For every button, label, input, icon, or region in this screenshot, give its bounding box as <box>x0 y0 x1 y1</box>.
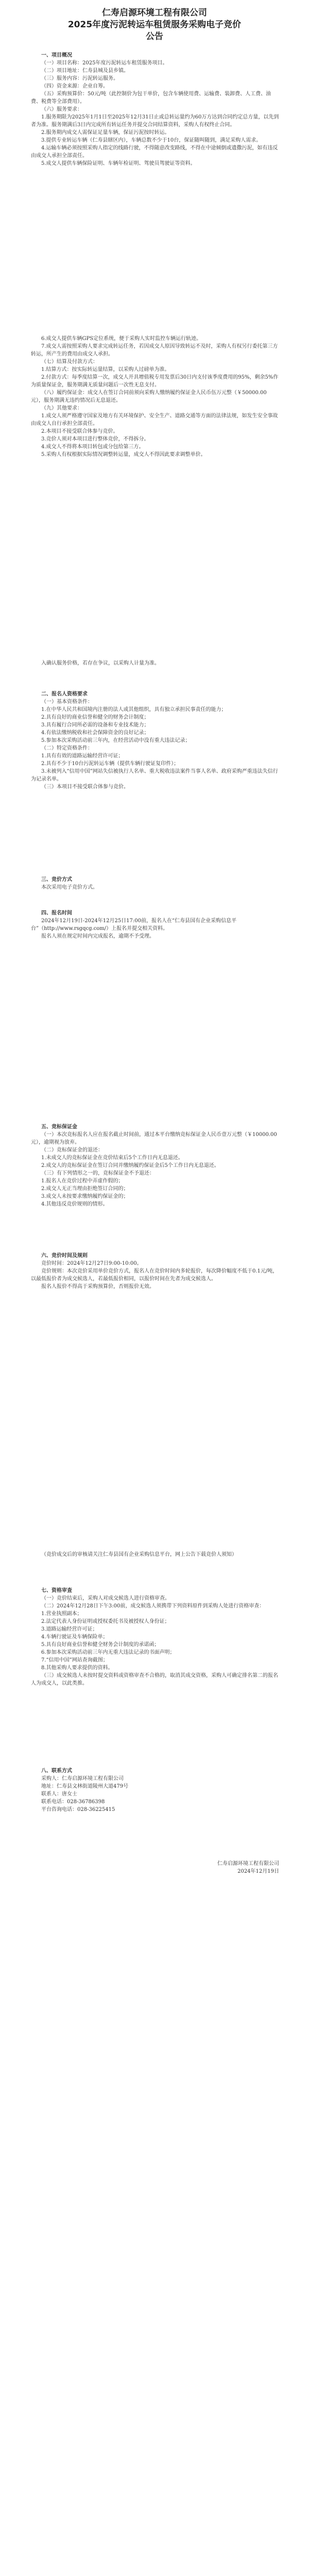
section-bidding-time <box>31 1252 279 1291</box>
section-heading: 三、竞价方式 <box>41 877 72 883</box>
text-line: （一）基本资格条件： <box>41 699 93 705</box>
section-project-overview-tail <box>31 659 279 667</box>
text-line: 3.提供专业转运车辆（仁寿县辖区内），车辆总数不少于10台，保证随叫随到，满足采购人需求。 <box>41 138 262 143</box>
text-line: 2.具有不少于10台污泥转运车辆（提供车辆行驶证复印件）； <box>41 761 179 767</box>
text-line: （二）竞标保证金的退还： <box>41 1147 103 1153</box>
text-line: 4.成交人不得将本项目转包或分包给第三方。 <box>41 444 144 450</box>
text-line: 平台咨询电话：028-36225415 <box>41 1807 115 1812</box>
header <box>0 7 309 43</box>
section-deposit <box>31 1123 279 1208</box>
text-line: （一）竞价结束后，采购人对成交候选人进行资格审查。 <box>41 1596 170 1601</box>
text-line: 6.参加本次采购活动前三年内无重大违法记录的书面声明； <box>41 1650 175 1655</box>
date: 2024年12月19日 <box>237 1869 279 1874</box>
footer <box>31 1860 279 1875</box>
section-lines <box>31 1260 279 1291</box>
text-line: （竞价成交后的审核请关注仁寿县国有企业采购信息平台，网上公告下载竞价人须知） <box>41 1552 237 1557</box>
text-line: 报名人报价不得高于采购预算价，否则报价无效。 <box>41 1284 154 1290</box>
text-line: （三）本项目不接受联合体参与竞价。 <box>41 784 129 790</box>
text-line: 2.法定代表人身份证明或授权委托书及被授权人身份证； <box>41 1619 170 1624</box>
section-lines <box>31 59 279 167</box>
text-line: 3.竞价人须对本项目进行整体竞价，不得拆分。 <box>41 436 149 442</box>
section-lines <box>31 1551 279 1558</box>
page-title: 2025年度污泥转运车租赁服务采购电子竞价 <box>67 20 242 30</box>
page-subtitle: 公告 <box>146 31 163 42</box>
section-lines <box>31 659 279 667</box>
text-line: 7.“信用中国”网站查询截图； <box>41 1657 108 1663</box>
text-line: 入确认服务价格，若存在争议，以采购人计量为准。 <box>41 660 160 666</box>
text-line: （四）资金来源：企业自筹。 <box>41 83 108 89</box>
text-line: （一）本次竞标报名人应在报名截止时间前，通过本平台缴纳竞标保证金人民币壹万元整（￥10000.00元），逾期视为放弃。 <box>31 1132 277 1145</box>
section-heading: 一、项目概况 <box>41 53 72 58</box>
section-heading: 二、报名人资格要求 <box>41 691 88 697</box>
signer: 仁寿启源环境工程有限公司 <box>217 1861 279 1867</box>
text-line: 7.成交人需按照采购人要求完成转运任务，若因成交人原因导致转运不及时，采购人有权另行委托第三方转运，所产生的费用由成交人承担。 <box>31 344 278 357</box>
section-bidding-method <box>31 876 279 891</box>
section-lines <box>31 1131 279 1208</box>
text-line: 1.未成交人的竞标保证金在竞价结束后5个工作日内无息退还。 <box>41 1155 183 1161</box>
section-heading: 七、资格审查 <box>41 1588 72 1594</box>
text-line: 2.本项目不接受联合体参与竞价。 <box>41 429 118 434</box>
text-line: 3.具有履行合同所必需的设备和专业技术能力； <box>41 722 149 728</box>
text-line: 4.有依法缴纳税收和社会保障资金的良好记录； <box>41 730 149 736</box>
text-line: （七）结算及付款方式： <box>41 359 98 365</box>
text-line: （八）履约保证金：成交人在签订合同前须向采购人缴纳履约保证金人民币伍万元整（￥50000.00元），服务期满无违约情况后无息退还。 <box>31 390 267 403</box>
text-line: 4.车辆行驶证及车辆保险单； <box>41 1634 108 1640</box>
section-qualifications <box>31 690 279 791</box>
section-lines <box>31 917 279 940</box>
text-line: 1.在中华人民共和国境内注册的法人或其他组织，具有独立承担民事责任的能力； <box>41 707 227 713</box>
section-heading: 八、联系方式 <box>41 1768 72 1774</box>
text-line: （一）项目名称：2025年度污泥转运车租赁服务项目。 <box>41 60 168 66</box>
text-line: 5.采购人有权根据实际情况调整转运量，成交人不得因此要求调整单价。 <box>41 452 206 457</box>
text-line: 采购人：仁寿启源环境工程有限公司 <box>41 1776 124 1782</box>
text-line: 1.具有有效的道路运输经营许可证； <box>41 753 124 759</box>
text-line: 8.其他采购人要求提供的资料。 <box>41 1665 113 1671</box>
section-lines <box>31 335 279 459</box>
section-project-overview <box>31 52 279 167</box>
section-lines <box>31 1595 279 1687</box>
text-line: 3.道路运输经营许可证； <box>41 1626 98 1632</box>
section-lines <box>31 1775 279 1814</box>
section-heading: 五、竞标保证金 <box>41 1124 77 1130</box>
text-line: （三）服务内容：污泥转运服务。 <box>41 76 118 81</box>
text-line: 报名人须在规定时间内完成报名，逾期不予受理。 <box>41 934 154 939</box>
text-line: 本次采用电子竞价方式。 <box>41 885 98 890</box>
text-line: （二）2024年12月28日下午3:00前，成交候选人须携带下列资料原件到采购人处进行资格审查： <box>41 1603 265 1609</box>
text-line: 1.报名人在竞价过程中弄虚作假的； <box>41 1178 124 1184</box>
text-line: （二）项目地址：仁寿县城及县乡镇。 <box>41 68 129 74</box>
text-line: （三）有下列情形之一的，竞标保证金不予退还： <box>41 1171 154 1176</box>
company-name: 仁寿启源环境工程有限公司 <box>102 8 207 18</box>
text-line: 6.成交人提供车辆GPS定位系统，便于采购人实时监控车辆运行轨迹。 <box>41 336 202 342</box>
section-review <box>31 1587 279 1687</box>
text-line: 4.其他违反竞价规则的情形。 <box>41 1201 108 1207</box>
section-registration-time <box>31 909 279 940</box>
text-line: 1.成交人须严格遵守国家及地方有关环境保护、安全生产、道路交通等方面的法律法规，如发生安全事故由成交人自行承担全部责任。 <box>31 413 278 427</box>
text-line: 2.成交人的竞标保证金在签订合同并缴纳履约保证金后5个工作日内无息退还。 <box>41 1163 219 1168</box>
text-line: 5.参加本次采购活动前三年内，在经营活动中没有重大违法记录； <box>41 738 191 743</box>
text-line: 4.运输车辆必须按照采购人指定的线路行驶，不得随意改变路线，不得在中途倾倒或遗撒污泥，如有违反由成交人承担全部责任。 <box>31 145 278 159</box>
section-heading: 四、报名时间 <box>41 910 72 916</box>
text-line: 联系人：唐女士 <box>41 1791 77 1797</box>
section-heading: 六、竞价时间及规则 <box>41 1253 88 1259</box>
text-line: （五）采购预算价：50元/吨（此控制价为包干单价，包含车辆使用费、运输费、装卸费、人工费、油费、税费等全部费用）。 <box>31 91 271 105</box>
text-line: 2024年12月19日-2024年12月25日17:00前，报名人在“仁寿县国有企业采购信息平台”（http://www.rsgqcg.com/）上报名并提交相关资料。 <box>31 918 237 931</box>
section-bidding-note <box>31 1551 279 1558</box>
section-lines <box>31 698 279 791</box>
text-line: 3.成交人未按要求缴纳履约保证金的； <box>41 1194 129 1199</box>
text-line: 3.未被列入“信用中国”网站失信被执行人名单、重大税收违法案件当事人名单、政府采购严重违法失信行为记录名单。 <box>31 769 278 782</box>
text-line: （三）成交候选人未按时提交资料或资格审查不合格的，取消其成交资格，采购人可确定排名第二的报名人为成交人，以此类推。 <box>31 1673 278 1686</box>
text-line: （六）服务要求： <box>41 107 82 112</box>
text-line: 联系电话：028-36786398 <box>41 1799 105 1805</box>
text-line: 2.付款方式：每季度结算一次，成交人开具增值税专用发票后30日内支付该季度费用的95%，剩余5%作为质量保证金，服务期满无质量问题后一次性无息支付。 <box>31 375 279 388</box>
section-contact <box>31 1767 279 1814</box>
text-line: 地址：仁寿县文林街道陵州大道479号 <box>41 1784 129 1789</box>
text-line: 2.具有良好的商业信誉和健全的财务会计制度； <box>41 715 149 720</box>
text-line: 竞价时间：2024年12月27日9:00-10:00。 <box>41 1261 142 1266</box>
text-line: 1.服务期限为2025年1月1日至2025年12月31日止或总转运量约为60万方达到合同约定总方量，以先到者为准。服务期满后3日内完成所有转运任务并提交合同结算资料，采购人有权终止合同。 <box>31 114 279 128</box>
text-line: （二）特定资格条件： <box>41 745 93 751</box>
text-line: 5.具有良好商业信誉和健全财务会计制度的承诺函； <box>41 1642 160 1648</box>
section-project-overview-continued <box>31 335 279 459</box>
text-line: 5.成交人提供车辆保险证明、车辆年检证明、驾驶员驾驶证等资料。 <box>41 161 196 166</box>
text-line: 1.营业执照副本； <box>41 1611 82 1617</box>
text-line: 2.服务期内成交人需保证足量车辆，保证污泥按时转运。 <box>41 130 170 135</box>
text-line: 1.结算方式：按实际转运量结算，以采购人过磅单为准。 <box>41 367 170 372</box>
section-lines <box>31 884 279 891</box>
text-line: （九）其他要求： <box>41 405 82 411</box>
text-line: 2.成交人无正当理由拒绝签订合同的； <box>41 1186 129 1192</box>
text-line: 竞价规则：本次竞价采用单价竞价方式，报名人在竞价时间内多轮报价，每次降价幅度不低于0.1元/吨，以最低报价者为成交候选人，若最低报价相同，以报价时间在先者为成交候选人。 <box>31 1268 278 1282</box>
